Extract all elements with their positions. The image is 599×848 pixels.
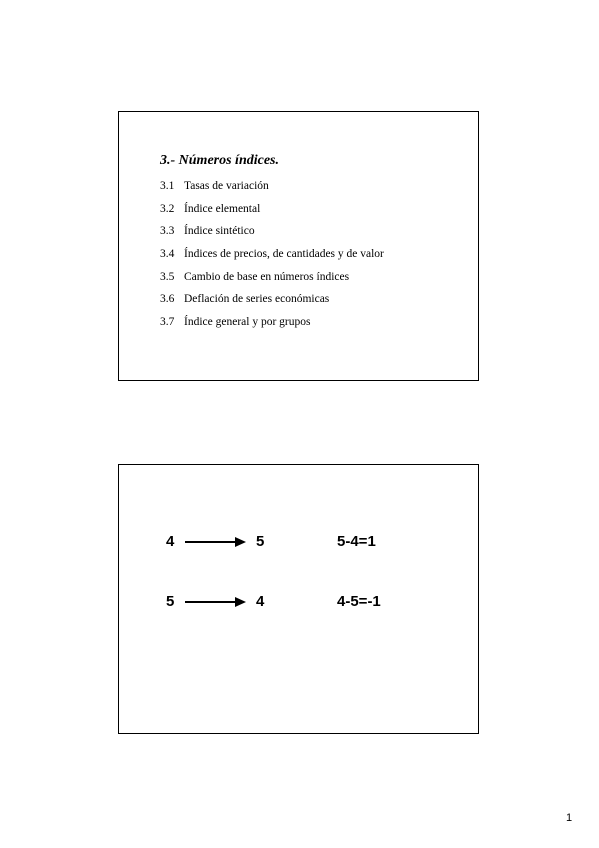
list-item — [160, 224, 384, 247]
list-item — [160, 270, 384, 293]
right-arrow-icon — [185, 596, 247, 608]
variation-row — [119, 532, 478, 552]
difference-result: 5-4=1 — [337, 533, 376, 550]
list-item — [160, 247, 384, 270]
difference-result: 4-5=-1 — [337, 593, 381, 610]
slide-variation-example — [118, 464, 479, 734]
item-text: Índice sintético — [184, 225, 255, 238]
item-text: Índice general y por grupos — [184, 316, 311, 329]
item-text: Deflación de series económicas — [184, 293, 330, 306]
variation-row — [119, 592, 478, 612]
list-item — [160, 315, 384, 338]
from-value: 4 — [166, 533, 175, 550]
item-text: Cambio de base en números índices — [184, 270, 350, 283]
list-item — [160, 202, 384, 225]
item-text: Índice elemental — [184, 202, 261, 215]
item-number: 3.6 — [160, 293, 175, 306]
from-value: 5 — [166, 593, 175, 610]
page-number: 1 — [566, 812, 573, 824]
item-text: Índices de precios, de cantidades y de valor — [184, 248, 384, 261]
list-item — [160, 179, 384, 202]
right-arrow-icon — [185, 536, 247, 548]
slide-title: 3.- Números índices. — [160, 153, 279, 168]
item-number: 3.3 — [160, 225, 175, 238]
to-value: 4 — [256, 593, 265, 610]
item-text: Tasas de variación — [184, 180, 269, 192]
slide-index-topics — [118, 111, 479, 381]
topic-list — [160, 179, 384, 338]
list-item — [160, 292, 384, 315]
item-number: 3.2 — [160, 202, 175, 215]
item-number: 3.1 — [160, 180, 175, 192]
to-value: 5 — [256, 533, 265, 550]
item-number: 3.4 — [160, 248, 175, 261]
item-number: 3.5 — [160, 270, 175, 283]
item-number: 3.7 — [160, 316, 175, 329]
